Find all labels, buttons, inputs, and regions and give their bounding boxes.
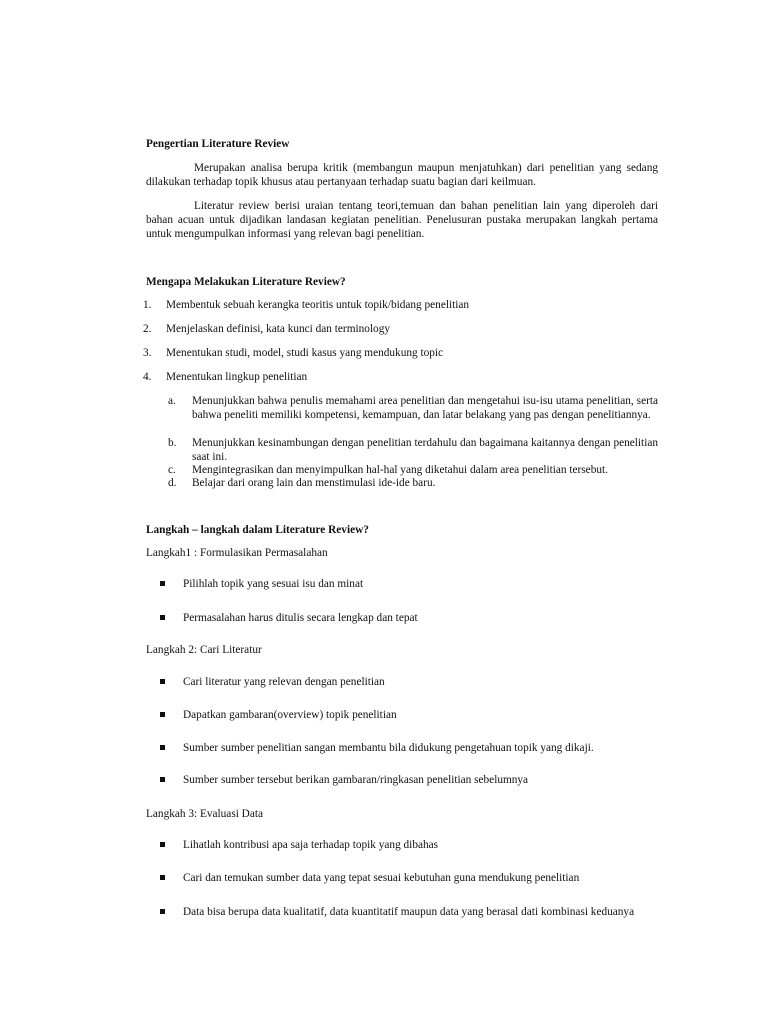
bullet-square-icon [160, 842, 165, 847]
list-letter: d. [168, 477, 177, 489]
list-number: 1. [143, 299, 152, 311]
bullet-text: Cari literatur yang relevan dengan penelitian [183, 676, 385, 688]
list-number: 4. [143, 371, 152, 383]
list-item-text: Menjelaskan definisi, kata kunci dan terminology [166, 323, 390, 335]
bullet-square-icon [160, 777, 165, 782]
bullet-text: Sumber sumber tersebut berikan gambaran/ringkasan penelitian sebelumnya [183, 774, 529, 786]
list-item-text: Menunjukkan bahwa penulis memahami area penelitian dan mengetahui isu-isu utama penelitian, serta bahwa peneliti memiliki kompetensi, kemampuan, dan latar belakang yang pas dengan penelitiannya. [192, 395, 658, 421]
list-item-text: Belajar dari orang lain dan menstimulasi ide-ide baru. [192, 477, 436, 489]
section-title-pengertian: Pengertian Literature Review [146, 138, 290, 150]
step-label-3: Langkah 3: Evaluasi Data [146, 808, 264, 820]
bullet-text: Sumber sumber penelitian sangan membantu bila didukung pengetahuan topik yang dikaji. [183, 742, 594, 754]
list-item-text: Membentuk sebuah kerangka teoritis untuk topik/bidang penelitian [166, 299, 470, 311]
list-number: 3. [143, 347, 152, 359]
list-letter: a. [168, 395, 176, 407]
list-item-text: Menentukan studi, model, studi kasus yang mendukung topic [166, 347, 444, 359]
paragraph-literature-review: Literatur review berisi uraian tentang teori,temuan dan bahan penelitian lain yang diperoleh dari bahan acuan untuk dijadikan landasan kegiatan penelitian. Penelusuran pustaka merupakan langkah pertama untuk mengumpulkan informasi yang relevan bagi penelitian. [146, 200, 658, 240]
section-title-mengapa: Mengapa Melakukan Literature Review? [146, 276, 346, 288]
list-letter: c. [168, 464, 176, 476]
list-number: 2. [143, 323, 152, 335]
step-label-2: Langkah 2: Cari Literatur [146, 644, 262, 656]
bullet-square-icon [160, 679, 165, 684]
paragraph-definition: Merupakan analisa berupa kritik (membangun maupun menjatuhkan) dari penelitian yang sedang dilakukan terhadap topik khusus atau pertanyaan terhadap suatu bagian dari keilmuan. [146, 162, 658, 188]
bullet-text: Pilihlah topik yang sesuai isu dan minat [183, 578, 364, 590]
bullet-square-icon [160, 581, 165, 586]
section-title-langkah: Langkah – langkah dalam Literature Review? [146, 524, 369, 536]
bullet-square-icon [160, 615, 165, 620]
bullet-text: Dapatkan gambaran(overview) topik penelitian [183, 709, 397, 721]
bullet-square-icon [160, 745, 165, 750]
bullet-square-icon [160, 712, 165, 717]
bullet-text: Data bisa berupa data kualitatif, data kuantitatif maupun data yang berasal dati kombinasi keduanya [183, 906, 635, 918]
list-item-text: Mengintegrasikan dan menyimpulkan hal-hal yang diketahui dalam area penelitian tersebut. [192, 464, 608, 476]
list-letter: b. [168, 437, 177, 449]
bullet-text: Cari dan temukan sumber data yang tepat sesuai kebutuhan guna mendukung penelitian [183, 872, 580, 884]
list-item-text: Menunjukkan kesinambungan dengan penelitian terdahulu dan bagaimana kaitannya dengan penelitian saat ini. [192, 437, 658, 463]
list-item-text: Menentukan lingkup penelitian [166, 371, 308, 383]
bullet-text: Permasalahan harus ditulis secara lengkap dan tepat [183, 612, 418, 624]
bullet-square-icon [160, 909, 165, 914]
step-label-1: Langkah1 : Formulasikan Permasalahan [146, 547, 328, 559]
bullet-text: Lihatlah kontribusi apa saja terhadap topik yang dibahas [183, 839, 439, 851]
bullet-square-icon [160, 875, 165, 880]
